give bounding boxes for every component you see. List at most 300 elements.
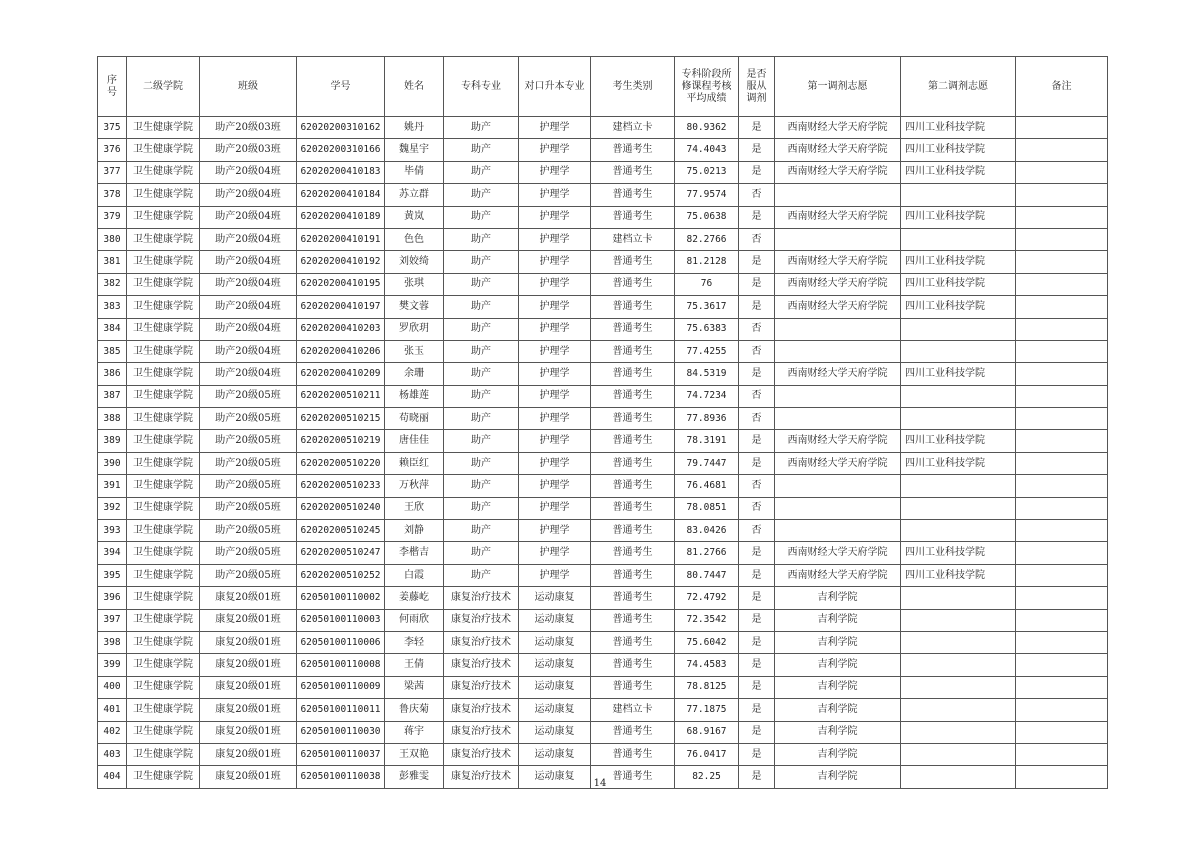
cell-accept-adjustment: 是 xyxy=(739,564,775,586)
cell-accept-adjustment: 是 xyxy=(739,296,775,318)
cell-category: 普通考生 xyxy=(591,340,675,362)
cell-major: 康复治疗技术 xyxy=(444,631,519,653)
table-row xyxy=(98,318,1108,340)
table-row xyxy=(98,497,1108,519)
cell-second-choice: 四川工业科技学院 xyxy=(901,542,1016,564)
cell-college: 卫生健康学院 xyxy=(127,587,200,609)
cell-first-choice xyxy=(775,497,901,519)
cell-remarks xyxy=(1016,564,1108,586)
cell-remarks xyxy=(1016,743,1108,765)
header-class: 班级 xyxy=(200,57,297,117)
cell-college: 卫生健康学院 xyxy=(127,452,200,474)
cell-first-choice: 西南财经大学天府学院 xyxy=(775,363,901,385)
header-accept-adjustment: 是否服从调剂 xyxy=(739,57,775,117)
cell-index: 403 xyxy=(98,743,127,765)
cell-class: 助产20级04班 xyxy=(200,228,297,250)
cell-class: 助产20级04班 xyxy=(200,184,297,206)
cell-index: 390 xyxy=(98,452,127,474)
cell-accept-adjustment: 是 xyxy=(739,766,775,788)
cell-college: 卫生健康学院 xyxy=(127,743,200,765)
cell-first-choice: 西南财经大学天府学院 xyxy=(775,273,901,295)
cell-major: 助产 xyxy=(444,318,519,340)
cell-average-score: 75.6383 xyxy=(675,318,739,340)
cell-accept-adjustment: 否 xyxy=(739,385,775,407)
cell-major: 康复治疗技术 xyxy=(444,654,519,676)
cell-second-choice xyxy=(901,587,1016,609)
table-row xyxy=(98,452,1108,474)
table-row xyxy=(98,676,1108,698)
cell-second-choice: 四川工业科技学院 xyxy=(901,430,1016,452)
cell-first-choice xyxy=(775,318,901,340)
cell-remarks xyxy=(1016,654,1108,676)
cell-major: 康复治疗技术 xyxy=(444,676,519,698)
cell-first-choice xyxy=(775,385,901,407)
cell-average-score: 84.5319 xyxy=(675,363,739,385)
cell-remarks xyxy=(1016,408,1108,430)
cell-first-choice xyxy=(775,228,901,250)
cell-class: 助产20级04班 xyxy=(200,340,297,362)
cell-name: 蒋宇 xyxy=(385,721,444,743)
cell-major: 康复治疗技术 xyxy=(444,587,519,609)
cell-target-major: 运动康复 xyxy=(519,676,591,698)
cell-remarks xyxy=(1016,452,1108,474)
cell-college: 卫生健康学院 xyxy=(127,609,200,631)
cell-average-score: 77.9574 xyxy=(675,184,739,206)
cell-index: 404 xyxy=(98,766,127,788)
cell-major: 助产 xyxy=(444,385,519,407)
cell-major: 康复治疗技术 xyxy=(444,699,519,721)
cell-accept-adjustment: 是 xyxy=(739,654,775,676)
cell-second-choice: 四川工业科技学院 xyxy=(901,564,1016,586)
table-row xyxy=(98,609,1108,631)
cell-student-id: 62020200410195 xyxy=(297,273,385,295)
cell-index: 376 xyxy=(98,139,127,161)
cell-college: 卫生健康学院 xyxy=(127,699,200,721)
cell-name: 余珊 xyxy=(385,363,444,385)
cell-second-choice: 四川工业科技学院 xyxy=(901,296,1016,318)
cell-index: 400 xyxy=(98,676,127,698)
cell-major: 助产 xyxy=(444,139,519,161)
cell-class: 康复20级01班 xyxy=(200,721,297,743)
cell-name: 李楷吉 xyxy=(385,542,444,564)
cell-first-choice: 西南财经大学天府学院 xyxy=(775,430,901,452)
cell-class: 助产20级04班 xyxy=(200,363,297,385)
cell-target-major: 护理学 xyxy=(519,206,591,228)
cell-class: 助产20级05班 xyxy=(200,408,297,430)
cell-second-choice xyxy=(901,609,1016,631)
cell-name: 魏星宇 xyxy=(385,139,444,161)
table-row xyxy=(98,385,1108,407)
cell-second-choice: 四川工业科技学院 xyxy=(901,161,1016,183)
cell-student-id: 62020200410183 xyxy=(297,161,385,183)
cell-college: 卫生健康学院 xyxy=(127,475,200,497)
cell-student-id: 62020200510247 xyxy=(297,542,385,564)
cell-average-score: 81.2766 xyxy=(675,542,739,564)
cell-college: 卫生健康学院 xyxy=(127,117,200,139)
cell-target-major: 护理学 xyxy=(519,475,591,497)
cell-major: 助产 xyxy=(444,363,519,385)
cell-major: 助产 xyxy=(444,452,519,474)
cell-name: 色色 xyxy=(385,228,444,250)
cell-college: 卫生健康学院 xyxy=(127,654,200,676)
cell-name: 苟晓丽 xyxy=(385,408,444,430)
cell-category: 普通考生 xyxy=(591,408,675,430)
page-number: 14 xyxy=(593,778,607,789)
table-header-row xyxy=(98,57,1108,117)
cell-student-id: 62050100110030 xyxy=(297,721,385,743)
cell-target-major: 护理学 xyxy=(519,184,591,206)
cell-average-score: 78.8125 xyxy=(675,676,739,698)
cell-name: 刘姣绮 xyxy=(385,251,444,273)
cell-name: 苏立群 xyxy=(385,184,444,206)
cell-first-choice: 西南财经大学天府学院 xyxy=(775,206,901,228)
cell-target-major: 运动康复 xyxy=(519,699,591,721)
cell-remarks xyxy=(1016,609,1108,631)
cell-college: 卫生健康学院 xyxy=(127,564,200,586)
cell-average-score: 72.4792 xyxy=(675,587,739,609)
cell-target-major: 运动康复 xyxy=(519,721,591,743)
cell-category: 普通考生 xyxy=(591,385,675,407)
cell-first-choice: 西南财经大学天府学院 xyxy=(775,251,901,273)
cell-remarks xyxy=(1016,340,1108,362)
cell-major: 康复治疗技术 xyxy=(444,721,519,743)
cell-student-id: 62050100110006 xyxy=(297,631,385,653)
cell-index: 387 xyxy=(98,385,127,407)
cell-category: 建档立卡 xyxy=(591,117,675,139)
cell-class: 助产20级05班 xyxy=(200,385,297,407)
header-index: 序号 xyxy=(98,57,127,117)
cell-college: 卫生健康学院 xyxy=(127,273,200,295)
cell-index: 395 xyxy=(98,564,127,586)
cell-category: 普通考生 xyxy=(591,520,675,542)
cell-college: 卫生健康学院 xyxy=(127,318,200,340)
cell-accept-adjustment: 是 xyxy=(739,430,775,452)
cell-average-score: 78.3191 xyxy=(675,430,739,452)
cell-second-choice: 四川工业科技学院 xyxy=(901,117,1016,139)
table-row xyxy=(98,587,1108,609)
cell-second-choice xyxy=(901,676,1016,698)
cell-second-choice: 四川工业科技学院 xyxy=(901,206,1016,228)
header-major: 专科专业 xyxy=(444,57,519,117)
table-row xyxy=(98,654,1108,676)
cell-class: 助产20级03班 xyxy=(200,117,297,139)
cell-student-id: 62020200510240 xyxy=(297,497,385,519)
cell-first-choice: 西南财经大学天府学院 xyxy=(775,296,901,318)
cell-category: 建档立卡 xyxy=(591,699,675,721)
cell-major: 助产 xyxy=(444,497,519,519)
cell-accept-adjustment: 否 xyxy=(739,318,775,340)
cell-class: 康复20级01班 xyxy=(200,654,297,676)
cell-remarks xyxy=(1016,430,1108,452)
cell-average-score: 76 xyxy=(675,273,739,295)
table-row xyxy=(98,520,1108,542)
cell-first-choice xyxy=(775,340,901,362)
header-target-major: 对口升本专业 xyxy=(519,57,591,117)
cell-index: 384 xyxy=(98,318,127,340)
cell-second-choice xyxy=(901,340,1016,362)
cell-college: 卫生健康学院 xyxy=(127,385,200,407)
cell-remarks xyxy=(1016,475,1108,497)
cell-average-score: 75.3617 xyxy=(675,296,739,318)
table-row xyxy=(98,699,1108,721)
cell-major: 助产 xyxy=(444,228,519,250)
cell-category: 普通考生 xyxy=(591,363,675,385)
cell-name: 王欣 xyxy=(385,497,444,519)
cell-target-major: 护理学 xyxy=(519,251,591,273)
cell-first-choice: 西南财经大学天府学院 xyxy=(775,161,901,183)
cell-college: 卫生健康学院 xyxy=(127,296,200,318)
cell-index: 401 xyxy=(98,699,127,721)
cell-major: 助产 xyxy=(444,430,519,452)
cell-index: 388 xyxy=(98,408,127,430)
cell-name: 张琪 xyxy=(385,273,444,295)
table-row xyxy=(98,206,1108,228)
cell-target-major: 运动康复 xyxy=(519,654,591,676)
cell-category: 普通考生 xyxy=(591,587,675,609)
cell-first-choice: 吉利学院 xyxy=(775,609,901,631)
cell-average-score: 68.9167 xyxy=(675,721,739,743)
cell-accept-adjustment: 是 xyxy=(739,542,775,564)
cell-name: 白霞 xyxy=(385,564,444,586)
table-row xyxy=(98,430,1108,452)
cell-target-major: 护理学 xyxy=(519,542,591,564)
cell-class: 助产20级03班 xyxy=(200,139,297,161)
cell-college: 卫生健康学院 xyxy=(127,340,200,362)
cell-target-major: 运动康复 xyxy=(519,631,591,653)
cell-major: 康复治疗技术 xyxy=(444,743,519,765)
cell-class: 助产20级04班 xyxy=(200,318,297,340)
cell-accept-adjustment: 是 xyxy=(739,609,775,631)
table-row xyxy=(98,340,1108,362)
cell-college: 卫生健康学院 xyxy=(127,184,200,206)
cell-student-id: 62020200510220 xyxy=(297,452,385,474)
cell-first-choice: 吉利学院 xyxy=(775,766,901,788)
cell-accept-adjustment: 是 xyxy=(739,587,775,609)
cell-average-score: 80.7447 xyxy=(675,564,739,586)
cell-category: 普通考生 xyxy=(591,609,675,631)
cell-remarks xyxy=(1016,228,1108,250)
cell-second-choice xyxy=(901,318,1016,340)
cell-category: 普通考生 xyxy=(591,631,675,653)
header-first-choice: 第一调剂志愿 xyxy=(775,57,901,117)
cell-second-choice xyxy=(901,385,1016,407)
cell-college: 卫生健康学院 xyxy=(127,363,200,385)
cell-second-choice xyxy=(901,654,1016,676)
table-row xyxy=(98,117,1108,139)
cell-second-choice: 四川工业科技学院 xyxy=(901,251,1016,273)
cell-student-id: 62020200410206 xyxy=(297,340,385,362)
cell-student-id: 62020200410184 xyxy=(297,184,385,206)
cell-accept-adjustment: 是 xyxy=(739,161,775,183)
cell-accept-adjustment: 是 xyxy=(739,743,775,765)
cell-class: 助产20级05班 xyxy=(200,452,297,474)
cell-college: 卫生健康学院 xyxy=(127,676,200,698)
cell-second-choice xyxy=(901,228,1016,250)
cell-second-choice: 四川工业科技学院 xyxy=(901,139,1016,161)
table-row xyxy=(98,139,1108,161)
cell-college: 卫生健康学院 xyxy=(127,766,200,788)
cell-student-id: 62050100110008 xyxy=(297,654,385,676)
cell-student-id: 62020200410197 xyxy=(297,296,385,318)
cell-remarks xyxy=(1016,587,1108,609)
table-row xyxy=(98,184,1108,206)
cell-target-major: 护理学 xyxy=(519,520,591,542)
cell-first-choice: 吉利学院 xyxy=(775,654,901,676)
cell-category: 普通考生 xyxy=(591,542,675,564)
cell-student-id: 62050100110009 xyxy=(297,676,385,698)
cell-major: 助产 xyxy=(444,475,519,497)
cell-target-major: 护理学 xyxy=(519,228,591,250)
cell-student-id: 62050100110011 xyxy=(297,699,385,721)
cell-student-id: 62050100110003 xyxy=(297,609,385,631)
cell-target-major: 运动康复 xyxy=(519,743,591,765)
cell-target-major: 护理学 xyxy=(519,273,591,295)
cell-index: 399 xyxy=(98,654,127,676)
cell-index: 383 xyxy=(98,296,127,318)
cell-target-major: 护理学 xyxy=(519,318,591,340)
cell-category: 普通考生 xyxy=(591,564,675,586)
cell-student-id: 62050100110037 xyxy=(297,743,385,765)
cell-category: 普通考生 xyxy=(591,161,675,183)
cell-major: 助产 xyxy=(444,564,519,586)
cell-average-score: 79.7447 xyxy=(675,452,739,474)
cell-remarks xyxy=(1016,676,1108,698)
cell-remarks xyxy=(1016,385,1108,407)
cell-major: 康复治疗技术 xyxy=(444,609,519,631)
cell-average-score: 83.0426 xyxy=(675,520,739,542)
cell-major: 助产 xyxy=(444,273,519,295)
cell-accept-adjustment: 是 xyxy=(739,117,775,139)
cell-second-choice xyxy=(901,184,1016,206)
table-row xyxy=(98,631,1108,653)
cell-index: 380 xyxy=(98,228,127,250)
cell-name: 杨雄莲 xyxy=(385,385,444,407)
cell-category: 普通考生 xyxy=(591,273,675,295)
cell-remarks xyxy=(1016,296,1108,318)
cell-index: 378 xyxy=(98,184,127,206)
table-row xyxy=(98,408,1108,430)
cell-first-choice: 吉利学院 xyxy=(775,699,901,721)
cell-college: 卫生健康学院 xyxy=(127,161,200,183)
cell-target-major: 护理学 xyxy=(519,564,591,586)
cell-first-choice xyxy=(775,184,901,206)
cell-remarks xyxy=(1016,161,1108,183)
cell-average-score: 76.0417 xyxy=(675,743,739,765)
cell-remarks xyxy=(1016,721,1108,743)
cell-average-score: 74.4043 xyxy=(675,139,739,161)
table-row xyxy=(98,475,1108,497)
cell-target-major: 护理学 xyxy=(519,296,591,318)
cell-class: 助产20级04班 xyxy=(200,251,297,273)
cell-target-major: 护理学 xyxy=(519,497,591,519)
student-table xyxy=(97,56,1108,789)
cell-target-major: 护理学 xyxy=(519,385,591,407)
cell-index: 381 xyxy=(98,251,127,273)
cell-name: 刘静 xyxy=(385,520,444,542)
cell-remarks xyxy=(1016,273,1108,295)
cell-accept-adjustment: 否 xyxy=(739,184,775,206)
cell-first-choice: 吉利学院 xyxy=(775,631,901,653)
cell-student-id: 62020200410203 xyxy=(297,318,385,340)
cell-accept-adjustment: 是 xyxy=(739,452,775,474)
cell-index: 389 xyxy=(98,430,127,452)
cell-first-choice: 西南财经大学天府学院 xyxy=(775,542,901,564)
cell-second-choice xyxy=(901,408,1016,430)
cell-student-id: 62020200510245 xyxy=(297,520,385,542)
cell-class: 助产20级04班 xyxy=(200,161,297,183)
cell-index: 375 xyxy=(98,117,127,139)
cell-second-choice: 四川工业科技学院 xyxy=(901,452,1016,474)
cell-college: 卫生健康学院 xyxy=(127,251,200,273)
cell-average-score: 75.0638 xyxy=(675,206,739,228)
cell-student-id: 62020200510211 xyxy=(297,385,385,407)
table-row xyxy=(98,564,1108,586)
cell-first-choice: 西南财经大学天府学院 xyxy=(775,139,901,161)
cell-index: 379 xyxy=(98,206,127,228)
cell-major: 助产 xyxy=(444,251,519,273)
cell-category: 普通考生 xyxy=(591,318,675,340)
cell-name: 罗欣玥 xyxy=(385,318,444,340)
cell-class: 助产20级04班 xyxy=(200,206,297,228)
cell-target-major: 运动康复 xyxy=(519,609,591,631)
cell-second-choice: 四川工业科技学院 xyxy=(901,363,1016,385)
table-row xyxy=(98,273,1108,295)
cell-name: 毕倩 xyxy=(385,161,444,183)
cell-student-id: 62020200410192 xyxy=(297,251,385,273)
cell-student-id: 62020200410209 xyxy=(297,363,385,385)
cell-class: 康复20级01班 xyxy=(200,631,297,653)
cell-target-major: 护理学 xyxy=(519,161,591,183)
cell-average-score: 81.2128 xyxy=(675,251,739,273)
cell-accept-adjustment: 是 xyxy=(739,676,775,698)
cell-index: 402 xyxy=(98,721,127,743)
cell-college: 卫生健康学院 xyxy=(127,631,200,653)
cell-name: 王双艳 xyxy=(385,743,444,765)
cell-category: 建档立卡 xyxy=(591,228,675,250)
cell-student-id: 62020200510233 xyxy=(297,475,385,497)
cell-college: 卫生健康学院 xyxy=(127,542,200,564)
cell-class: 康复20级01班 xyxy=(200,766,297,788)
cell-first-choice: 吉利学院 xyxy=(775,721,901,743)
cell-category: 普通考生 xyxy=(591,139,675,161)
cell-major: 助产 xyxy=(444,184,519,206)
cell-name: 万秋萍 xyxy=(385,475,444,497)
cell-target-major: 护理学 xyxy=(519,139,591,161)
cell-student-id: 62020200410191 xyxy=(297,228,385,250)
cell-name: 姚丹 xyxy=(385,117,444,139)
header-remarks: 备注 xyxy=(1016,57,1108,117)
cell-class: 康复20级01班 xyxy=(200,743,297,765)
header-college: 二级学院 xyxy=(127,57,200,117)
cell-name: 樊文蓉 xyxy=(385,296,444,318)
cell-target-major: 护理学 xyxy=(519,430,591,452)
cell-name: 李轻 xyxy=(385,631,444,653)
cell-accept-adjustment: 否 xyxy=(739,228,775,250)
cell-major: 助产 xyxy=(444,542,519,564)
cell-remarks xyxy=(1016,117,1108,139)
cell-accept-adjustment: 是 xyxy=(739,273,775,295)
cell-second-choice: 四川工业科技学院 xyxy=(901,273,1016,295)
cell-index: 386 xyxy=(98,363,127,385)
cell-remarks xyxy=(1016,542,1108,564)
cell-major: 助产 xyxy=(444,296,519,318)
cell-student-id: 62020200510215 xyxy=(297,408,385,430)
cell-class: 助产20级05班 xyxy=(200,542,297,564)
cell-first-choice xyxy=(775,520,901,542)
header-name: 姓名 xyxy=(385,57,444,117)
cell-college: 卫生健康学院 xyxy=(127,497,200,519)
cell-first-choice: 西南财经大学天府学院 xyxy=(775,117,901,139)
